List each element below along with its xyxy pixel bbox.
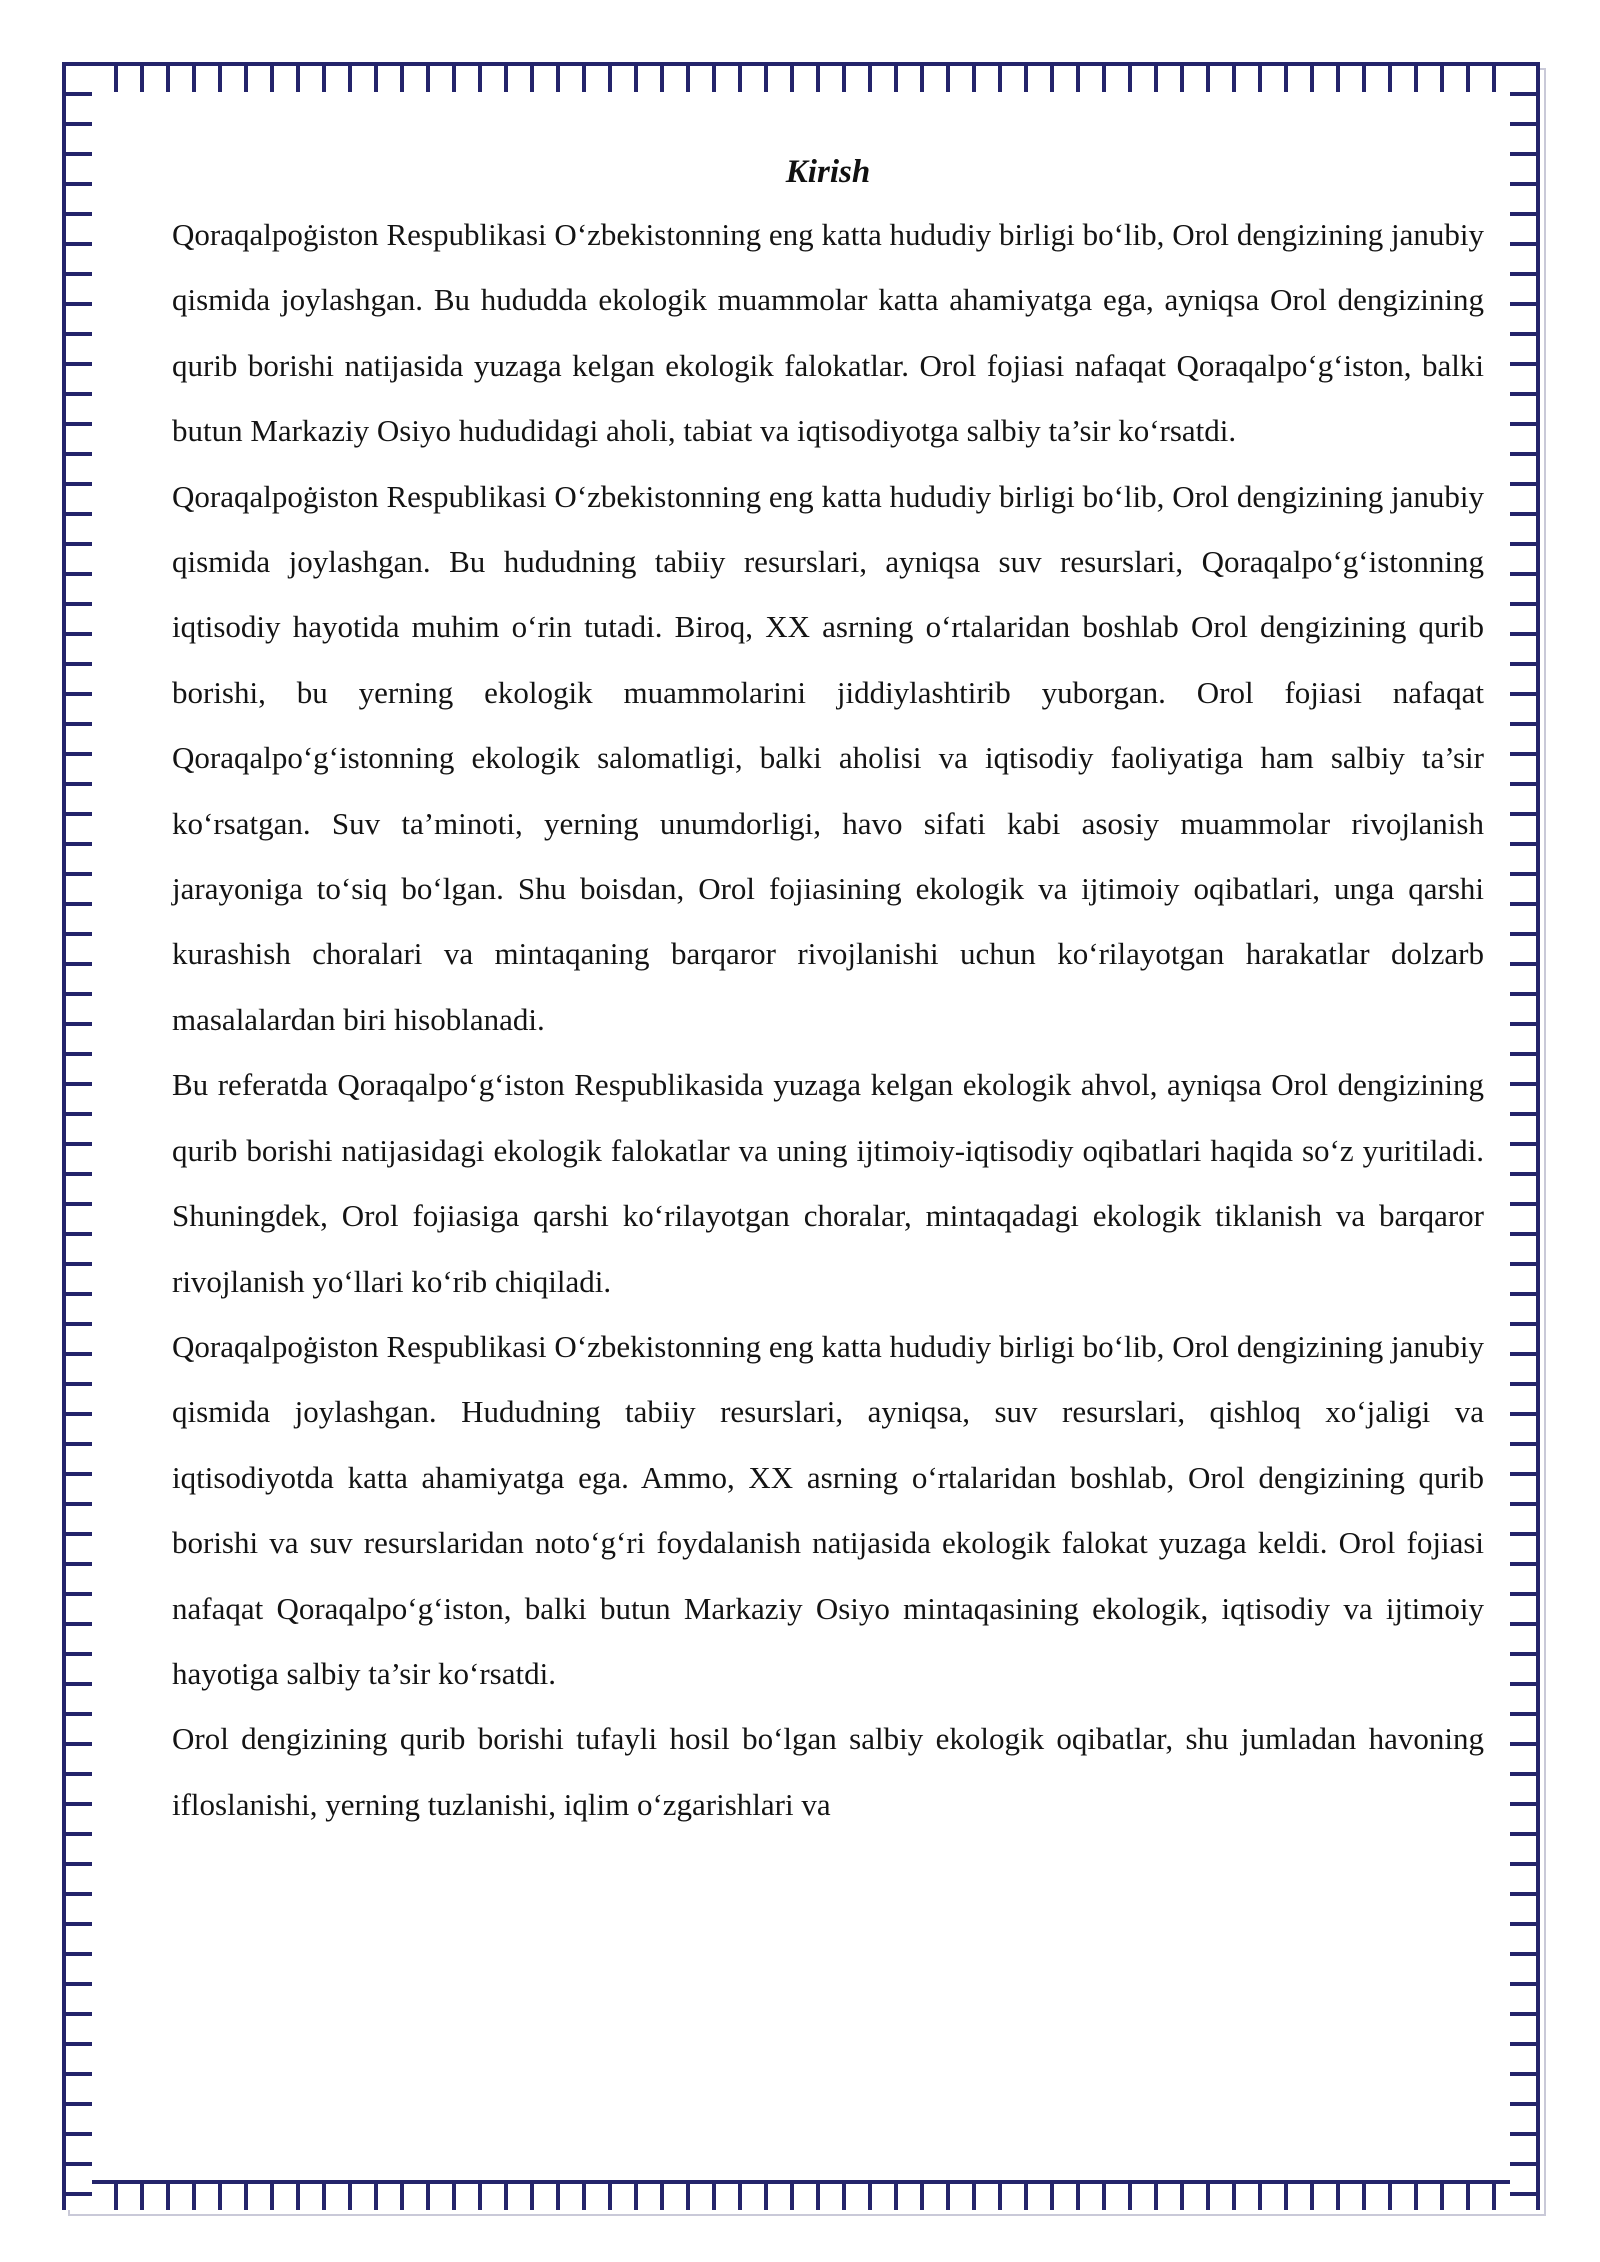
- border-bottom: [62, 2180, 1540, 2210]
- page-title: Kirish: [785, 154, 871, 190]
- paragraph-3: Bu referatda Qoraqalpo‘g‘iston Respublikasida yuzaga kelgan ekologik ahvol, ayniqsa Orol dengizining qurib borishi natijasidagi ekologik falokatlar va uning ijtimoiy-iqtisodiy oqibatlari haqida so‘z yuritiladi. Shuningdek, Orol fojiasiga qarshi ko‘rilayotgan choralar, mintaqadagi ekologik tiklanish va barqaror rivojlanish yo‘llari ko‘rib chiqiladi.: [172, 1067, 1484, 1299]
- paragraph-2: Qoraqalpoġiston Respublikasi O‘zbekistonning eng katta hududiy birligi bo‘lib, Orol dengizining janubiy qismida joylashgan. Bu hududning tabiiy resurslari, ayniqsa suv resurslari, Qoraqalpo‘g‘istonning iqtisodiy hayotida muhim o‘rin tutadi. Biroq, XX asrning o‘rtalaridan boshlab Orol dengizining qurib borishi, bu yerning ekologik muammolarini jiddiylashtirib yuborgan. Orol fojiasi nafaqat Qoraqalpo‘g‘istonning ekologik salomatligi, balki aholisi va iqtisodiy faoliyatiga ham salbiy ta’sir ko‘rsatgan. Suv ta’minoti, yerning unumdorligi, havo sifati kabi asosiy muammolar rivojlanish jarayoniga to‘siq bo‘lgan. Shu boisdan, Orol fojiasining ekologik va ijtimoiy oqibatlari, unga qarshi kurashish choralari va mintaqaning barqaror rivojlanishi uchun ko‘rilayotgan harakatlar dolzarb masalalardan biri hisoblanadi.: [172, 478, 1484, 1037]
- paragraph-5: Orol dengizining qurib borishi tufayli hosil bo‘lgan salbiy ekologik oqibatlar, shu jumladan havoning ifloslanishi, yerning tuzlanishi, iqlim o‘zgarishlari va: [172, 1721, 1484, 1822]
- border-right: [1510, 62, 1540, 2210]
- border-left: [62, 62, 92, 2210]
- document-body: [172, 148, 1484, 1837]
- paragraph-1: Qoraqalpoġiston Respublikasi O‘zbekistonning eng katta hududiy birligi bo‘lib, Orol dengizining janubiy qismida joylashgan. Bu hududda ekologik muammolar katta ahamiyatga ega, ayniqsa Orol dengizining qurib borishi natijasida yuzaga kelgan ekologik falokatlar. Orol fojiasi nafaqat Qoraqalpo‘g‘iston, balki butun Markaziy Osiyo hududidagi aholi, tabiat va iqtisodiyotga salbiy ta’sir ko‘rsatdi.: [172, 217, 1484, 449]
- paragraph-4: Qoraqalpoġiston Respublikasi O‘zbekistonning eng katta hududiy birligi bo‘lib, Orol dengizining janubiy qismida joylashgan. Hududning tabiiy resurslari, ayniqsa, suv resurslari, qishloq xo‘jaligi va iqtisodiyotda katta ahamiyatga ega. Ammo, XX asrning o‘rtalaridan boshlab, Orol dengizining qurib borishi va suv resurslaridan noto‘g‘ri foydalanish natijasida ekologik falokat yuzaga keldi. Orol fojiasi nafaqat Qoraqalpo‘g‘iston, balki butun Markaziy Osiyo mintaqasining ekologik, iqtisodiy va ijtimoiy hayotiga salbiy ta’sir ko‘rsatdi.: [172, 1328, 1484, 1691]
- border-top: [62, 62, 1540, 92]
